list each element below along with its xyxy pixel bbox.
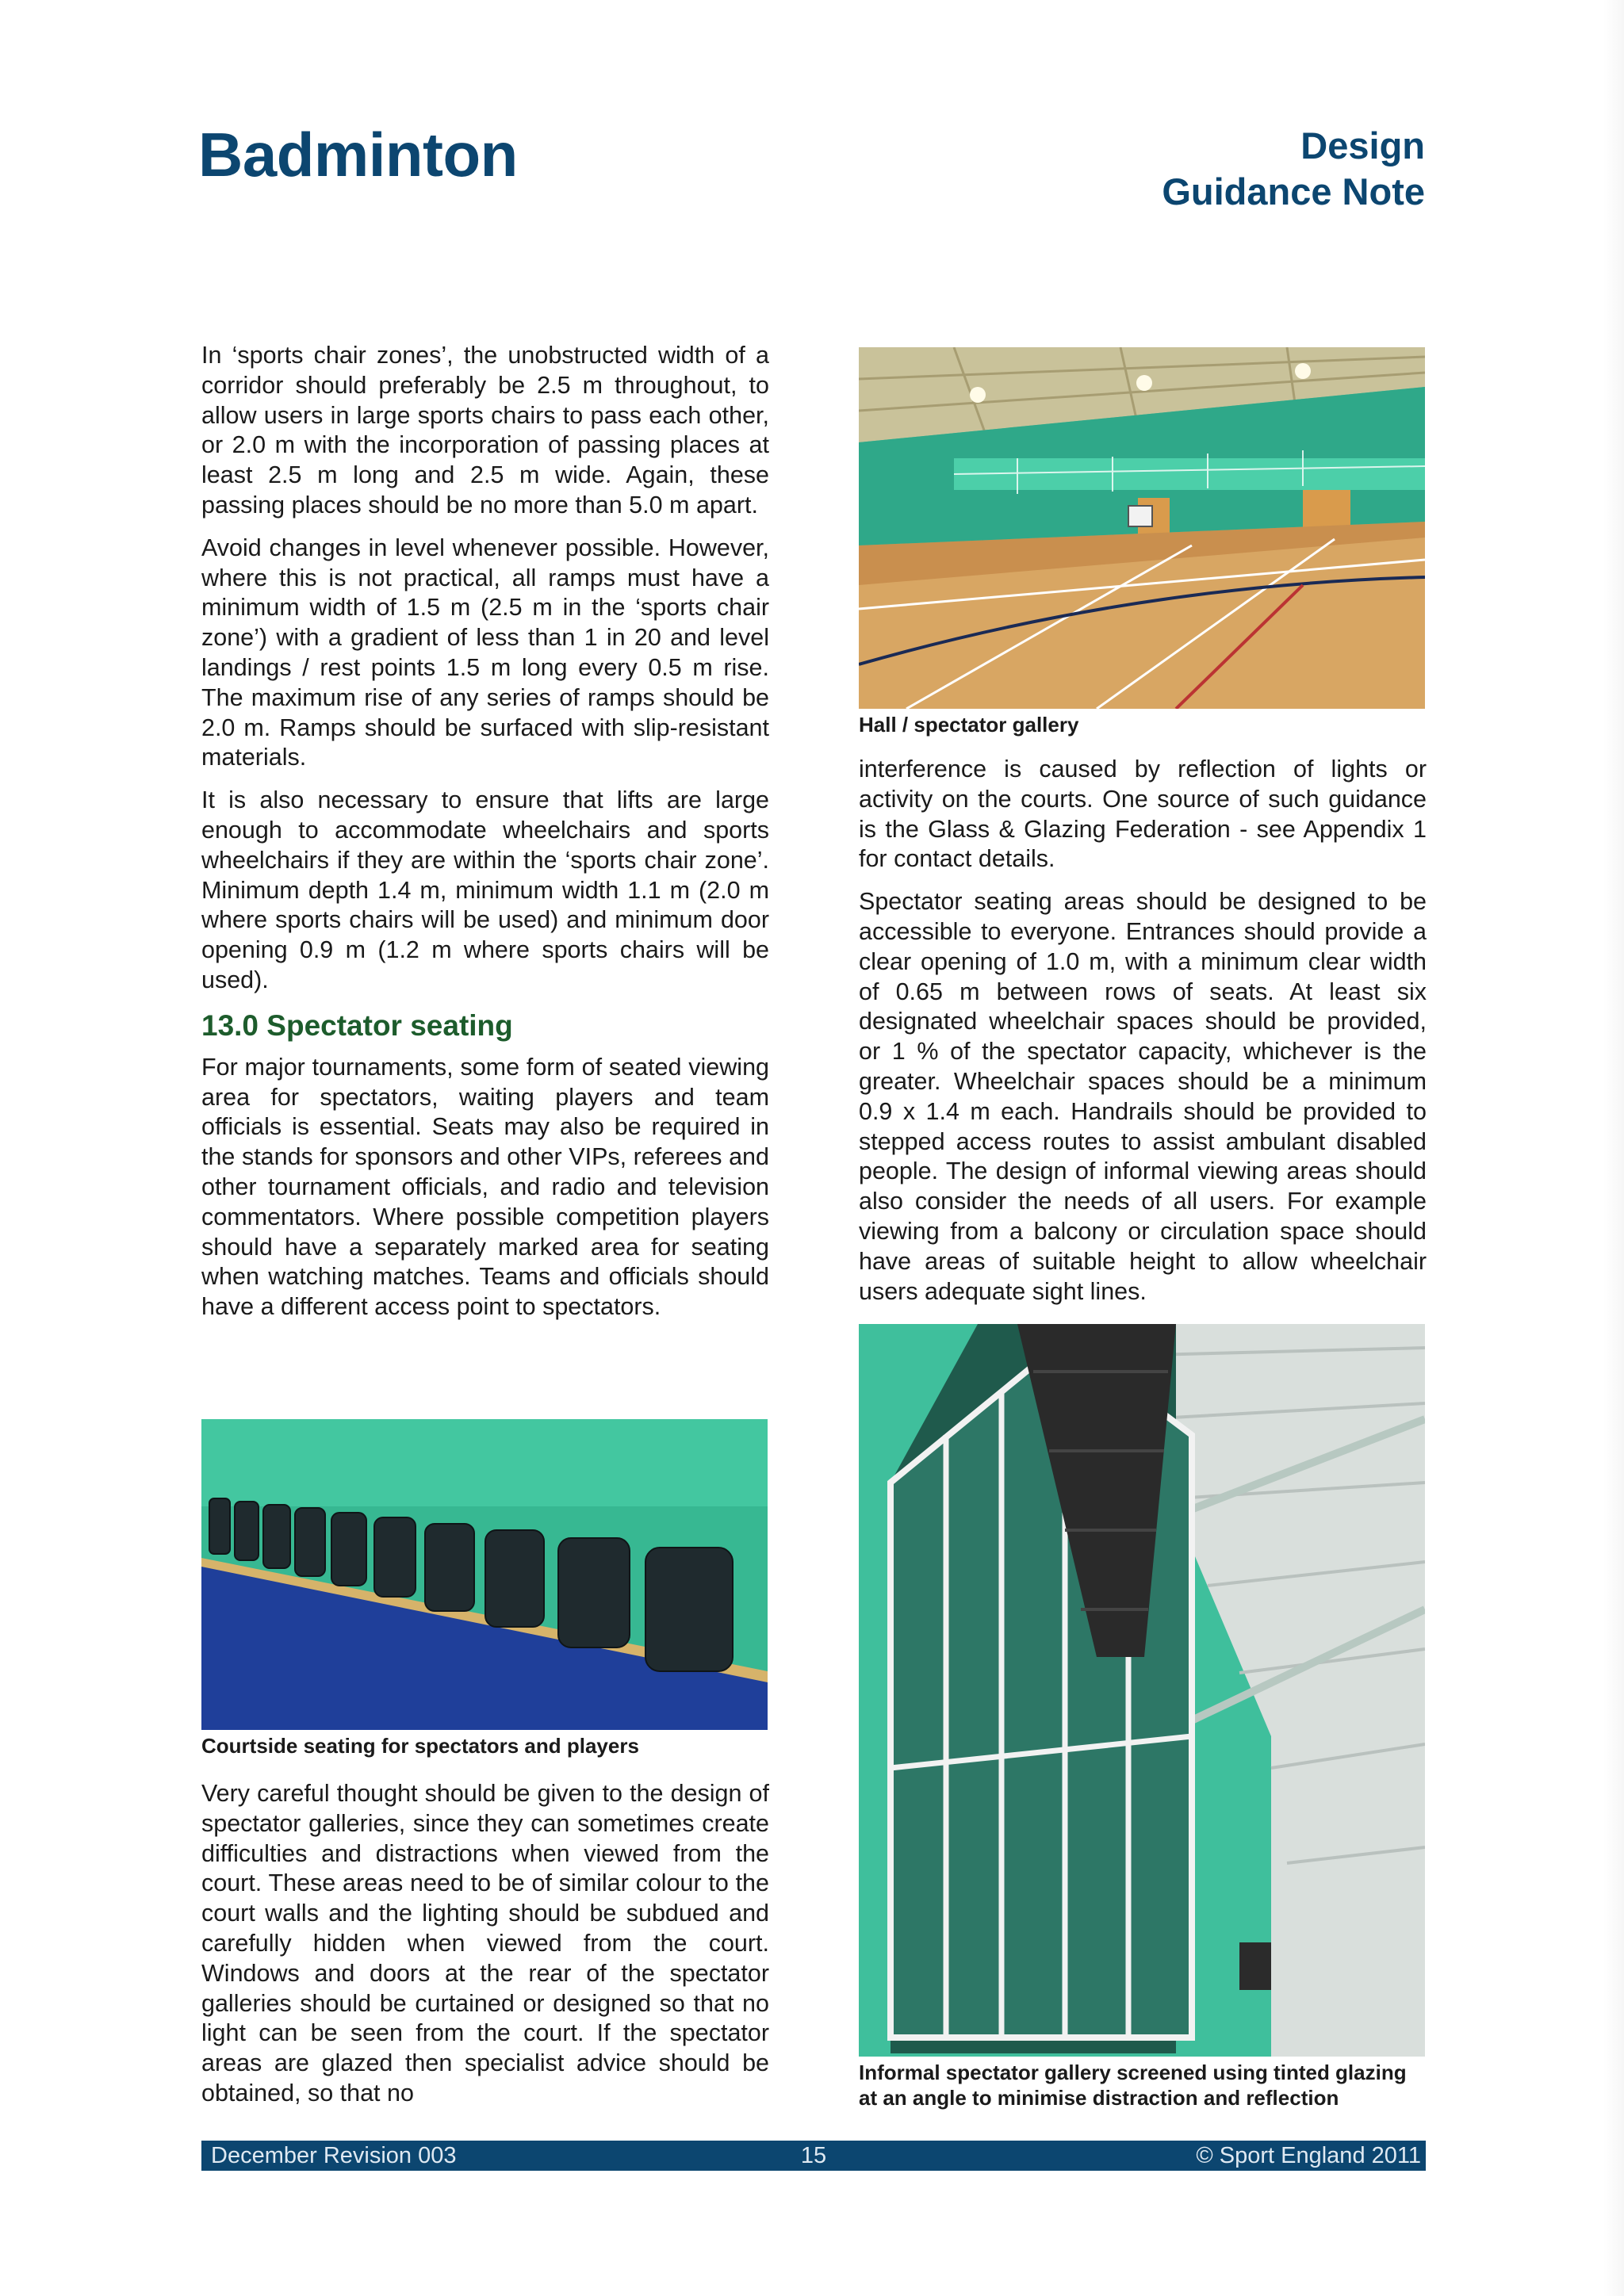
paragraph-tournament-seating: For major tournaments, some form of seated viewing area for spectators, waiting players and team officials is essential. Seats may also be required in the stands for sponsors and other VIPs, referees and other tournament officials, and radio and television commentators. Where possible competition players should have a separately marked area for seating when watching matches. Teams and officials should have a different access point to spectators. bbox=[201, 1053, 769, 1321]
caption-informal-gallery-line-1: Informal spectator gallery screened using tinted glazing bbox=[859, 2061, 1407, 2084]
left-column bbox=[201, 341, 769, 1335]
courtside-seating-illustration bbox=[201, 1419, 768, 1730]
left-column-bottom bbox=[201, 1779, 769, 2122]
paragraph-lifts: It is also necessary to ensure that lifts are large enough to accommodate wheelchairs and sports wheelchairs if they are within the ‘sports chair zone’. Minimum depth 1.4 m, minimum width 1.1 m (2.0 m where sports chairs will be used) and minimum door opening 0.9 m (1.2 m where sports chairs will be used). bbox=[201, 786, 769, 993]
page-edge-shade bbox=[1603, 0, 1624, 2296]
paragraph-accessible-seating: Spectator seating areas should be designed to be accessible to everyone. Entrances should provide a clear opening of 1.0 m, with a minimum clear width of 0.65 m between rows of seats. At least six designated wheelchair spaces should be provided, or 1 % of the spectator capacity, whichever is the greater. Wheelchair spaces should be a minimum 0.9 x 1.4 m each. Handrails should be provided to stepped access routes to assist ambulant disabled people. The design of informal viewing areas should also consider the needs of all users. For example viewing from a balcony or circulation space should have areas of suitable height to allow wheelchair users adequate sight lines. bbox=[859, 888, 1427, 1305]
photo-hall-spectator-gallery bbox=[859, 347, 1425, 709]
right-column bbox=[859, 755, 1427, 1319]
informal-gallery-illustration bbox=[859, 1324, 1425, 2057]
photo-courtside-seating bbox=[201, 1419, 768, 1730]
document-type-line-1: Design bbox=[1300, 124, 1425, 166]
footer-page-number: 15 bbox=[800, 2143, 827, 2168]
paragraph-reflection-guidance: interference is caused by reflection of lights or activity on the courts. One source of such guidance is the Glass & Glazing Federation - see Appendix 1 for contact details. bbox=[859, 756, 1427, 873]
footer-revision: December Revision 003 bbox=[211, 2143, 457, 2168]
document-type-line-2: Guidance Note bbox=[1162, 170, 1425, 212]
page-footer bbox=[201, 2141, 1426, 2171]
caption-hall-spectator-gallery: Hall / spectator gallery bbox=[859, 713, 1079, 737]
paragraph-ramps: Avoid changes in level whenever possible. However, where this is not practical, all ramps must have a minimum width of 1.5 m (2.5 m in the ‘sports chair zone’) with a gradient of less than 1 in 20 and level landings / rest points 1.5 m long every 0.5 m rise. The maximum rise of any series of ramps should be 2.0 m. Ramps should be surfaced with slip-resistant materials. bbox=[201, 534, 769, 771]
page-title: Badminton bbox=[198, 120, 518, 189]
hall-gallery-illustration bbox=[859, 347, 1425, 709]
photo-informal-spectator-gallery bbox=[859, 1324, 1425, 2057]
paragraph-spectator-galleries: Very careful thought should be given to the design of spectator galleries, since they can sometimes create difficulties and distractions when viewed from the court. These areas need to be of similar colour to the court walls and the lighting should be subdued and carefully hidden when viewed from the court. Windows and doors at the rear of the spectator galleries should be curtained or designed so that no light can be seen from the court. If the spectator areas are glazed then specialist advice should be obtained, so that no bbox=[201, 1780, 769, 2107]
caption-courtside-seating: Courtside seating for spectators and players bbox=[201, 1734, 639, 1758]
footer-copyright: © Sport England 2011 bbox=[1196, 2143, 1421, 2168]
caption-informal-gallery-line-2: at an angle to minimise distraction and reflection bbox=[859, 2086, 1339, 2110]
document-type bbox=[949, 123, 1425, 215]
section-heading-spectator-seating: 13.0 Spectator seating bbox=[201, 1008, 513, 1042]
paragraph-sports-chair-corridors: In ‘sports chair zones’, the unobstructed width of a corridor should preferably be 2.5 m throughout, to allow users in large sports chairs to pass each other, or 2.0 m with the incorporation of passing places at least 2.5 m long and 2.5 m wide. Again, these passing places should be no more than 5.0 m apart. bbox=[201, 342, 769, 519]
caption-informal-gallery bbox=[859, 2060, 1407, 2110]
